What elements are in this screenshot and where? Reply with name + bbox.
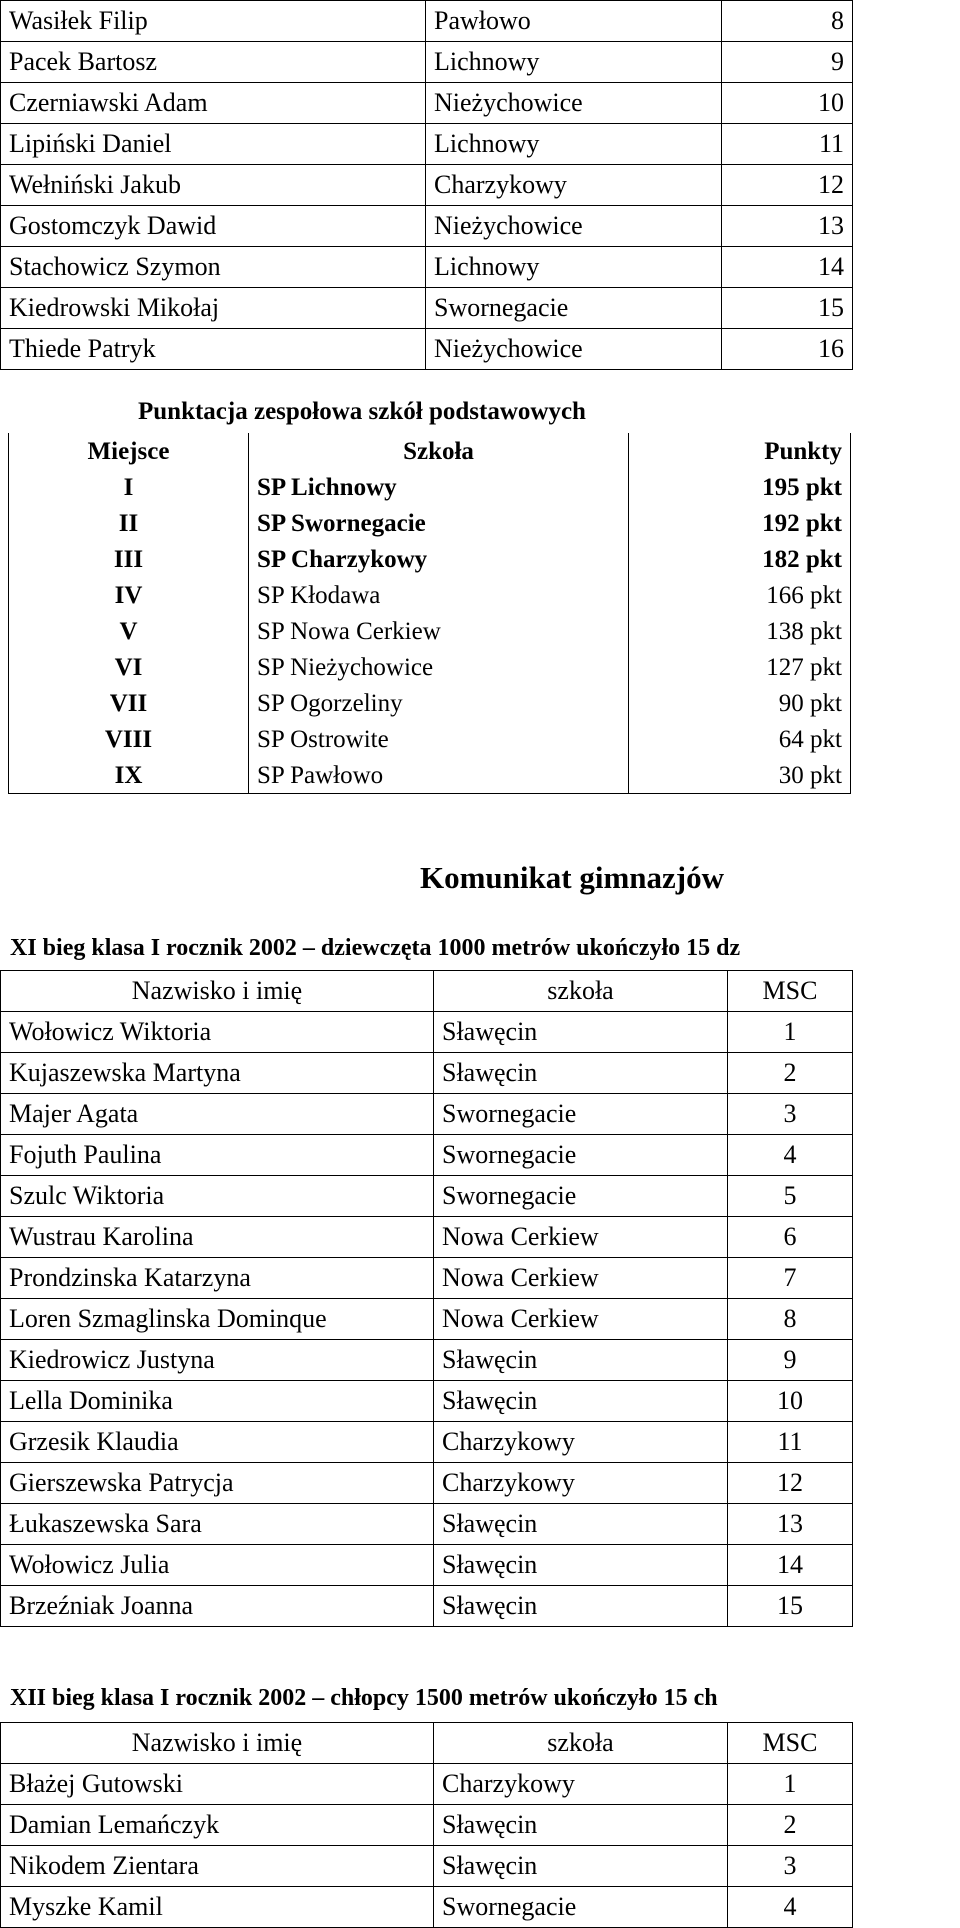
team-place: VIII	[9, 721, 249, 757]
table-row	[1, 83, 853, 124]
runner-name: Kiedrowicz Justyna	[1, 1340, 434, 1381]
table-header-row	[1, 1723, 853, 1764]
table-row	[1, 1012, 853, 1053]
table-row	[1, 124, 853, 165]
runner-place: 2	[728, 1053, 853, 1094]
team-points: 182 pkt	[629, 541, 851, 577]
runner-school: Lichnowy	[426, 124, 722, 165]
table-row	[1, 1846, 853, 1887]
runner-name: Kujaszewska Martyna	[1, 1053, 434, 1094]
team-points: 30 pkt	[629, 757, 851, 794]
table-row	[1, 1176, 853, 1217]
table-row	[1, 288, 853, 329]
runner-place: 11	[722, 124, 853, 165]
team-place: VII	[9, 685, 249, 721]
runner-school: Pawłowo	[426, 1, 722, 42]
team-school: SP Lichnowy	[249, 469, 629, 505]
runner-place: 10	[728, 1381, 853, 1422]
runner-place: 8	[722, 1, 853, 42]
runner-place: 16	[722, 329, 853, 370]
team-points: 166 pkt	[629, 577, 851, 613]
team-place: VI	[9, 649, 249, 685]
table-row	[9, 685, 851, 721]
runner-place: 4	[728, 1887, 853, 1928]
runner-name: Fojuth Paulina	[1, 1135, 434, 1176]
runner-place: 1	[728, 1764, 853, 1805]
header-place: Miejsce	[9, 433, 249, 469]
header-school: szkoła	[434, 971, 728, 1012]
runner-name: Łukaszewska Sara	[1, 1504, 434, 1545]
runner-school: Sławęcin	[434, 1053, 728, 1094]
run-xi-title: XI bieg klasa I rocznik 2002 – dziewczęta 1000 metrów ukończyło 15 dz	[10, 935, 741, 961]
team-school: SP Pawłowo	[249, 757, 629, 794]
runner-place: 5	[728, 1176, 853, 1217]
runner-name: Lipiński Daniel	[1, 124, 426, 165]
team-points: 90 pkt	[629, 685, 851, 721]
table-row	[1, 1463, 853, 1504]
runner-school: Charzykowy	[434, 1422, 728, 1463]
runner-place: 8	[728, 1299, 853, 1340]
runner-school: Nieżychowice	[426, 206, 722, 247]
gimnazja-title: Komunikat gimnazjów	[420, 860, 724, 895]
table-row	[9, 541, 851, 577]
team-school: SP Nieżychowice	[249, 649, 629, 685]
runner-place: 13	[722, 206, 853, 247]
runner-school: Sławęcin	[434, 1504, 728, 1545]
team-points: 127 pkt	[629, 649, 851, 685]
team-place: II	[9, 505, 249, 541]
runner-name: Czerniawski Adam	[1, 83, 426, 124]
table-row	[1, 329, 853, 370]
team-school: SP Kłodawa	[249, 577, 629, 613]
runner-name: Myszke Kamil	[1, 1887, 434, 1928]
header-points: Punkty	[629, 433, 851, 469]
runner-school: Swornegacie	[426, 288, 722, 329]
runner-school: Sławęcin	[434, 1846, 728, 1887]
team-place: III	[9, 541, 249, 577]
team-scoring-title: Punktacja zespołowa szkół podstawowych	[138, 398, 586, 425]
runner-school: Sławęcin	[434, 1545, 728, 1586]
table-row	[1, 1, 853, 42]
team-school: SP Swornegacie	[249, 505, 629, 541]
runner-school: Charzykowy	[434, 1463, 728, 1504]
runner-place: 11	[728, 1422, 853, 1463]
runner-school: Charzykowy	[434, 1764, 728, 1805]
table-row	[1, 1381, 853, 1422]
runner-name: Stachowicz Szymon	[1, 247, 426, 288]
table-row	[1, 1053, 853, 1094]
header-place: MSC	[728, 971, 853, 1012]
team-place: IX	[9, 757, 249, 794]
table-row	[9, 613, 851, 649]
table-row	[1, 1422, 853, 1463]
team-place: I	[9, 469, 249, 505]
runner-school: Nowa Cerkiew	[434, 1217, 728, 1258]
runner-place: 15	[728, 1586, 853, 1627]
runner-name: Wełniński Jakub	[1, 165, 426, 206]
runner-name: Damian Lemańczyk	[1, 1805, 434, 1846]
header-school: szkoła	[434, 1723, 728, 1764]
table-header-row	[9, 433, 851, 469]
table-row	[1, 42, 853, 83]
header-school: Szkoła	[249, 433, 629, 469]
runner-name: Wustrau Karolina	[1, 1217, 434, 1258]
runner-place: 13	[728, 1504, 853, 1545]
runner-school: Sławęcin	[434, 1805, 728, 1846]
runner-name: Thiede Patryk	[1, 329, 426, 370]
runner-place: 6	[728, 1217, 853, 1258]
runner-place: 12	[722, 165, 853, 206]
runner-place: 14	[722, 247, 853, 288]
runner-name: Gostomczyk Dawid	[1, 206, 426, 247]
runner-name: Wasiłek Filip	[1, 1, 426, 42]
team-school: SP Ostrowite	[249, 721, 629, 757]
table-row	[1, 1094, 853, 1135]
runner-school: Swornegacie	[434, 1094, 728, 1135]
runner-school: Swornegacie	[434, 1887, 728, 1928]
table-row	[9, 505, 851, 541]
team-school: SP Charzykowy	[249, 541, 629, 577]
runner-school: Lichnowy	[426, 247, 722, 288]
header-place: MSC	[728, 1723, 853, 1764]
team-points: 192 pkt	[629, 505, 851, 541]
header-name: Nazwisko i imię	[1, 971, 434, 1012]
table-row	[1, 206, 853, 247]
team-points: 195 pkt	[629, 469, 851, 505]
runner-school: Lichnowy	[426, 42, 722, 83]
run-xi-table	[0, 970, 853, 1627]
table-row	[1, 1135, 853, 1176]
table-row	[1, 1299, 853, 1340]
runner-school: Sławęcin	[434, 1012, 728, 1053]
runner-school: Charzykowy	[426, 165, 722, 206]
runner-name: Prondzinska Katarzyna	[1, 1258, 434, 1299]
run-xii-title: XII bieg klasa I rocznik 2002 – chłopcy 1500 metrów ukończyło 15 ch	[10, 1685, 718, 1711]
results-table-continued	[0, 0, 853, 370]
runner-place: 15	[722, 288, 853, 329]
runner-school: Sławęcin	[434, 1381, 728, 1422]
runner-name: Lella Dominika	[1, 1381, 434, 1422]
team-place: V	[9, 613, 249, 649]
table-row	[1, 1504, 853, 1545]
runner-place: 9	[728, 1340, 853, 1381]
runner-school: Nowa Cerkiew	[434, 1299, 728, 1340]
runner-school: Swornegacie	[434, 1135, 728, 1176]
run-xii-table	[0, 1722, 853, 1928]
table-row	[1, 1586, 853, 1627]
runner-name: Szulc Wiktoria	[1, 1176, 434, 1217]
table-row	[1, 1545, 853, 1586]
table-row	[1, 165, 853, 206]
team-scoring-table	[8, 433, 851, 794]
runner-place: 14	[728, 1545, 853, 1586]
runner-name: Grzesik Klaudia	[1, 1422, 434, 1463]
runner-place: 12	[728, 1463, 853, 1504]
runner-place: 3	[728, 1094, 853, 1135]
runner-name: Gierszewska Patrycja	[1, 1463, 434, 1504]
table-row	[1, 1340, 853, 1381]
table-row	[1, 1258, 853, 1299]
table-row	[1, 1217, 853, 1258]
runner-school: Sławęcin	[434, 1340, 728, 1381]
table-header-row	[1, 971, 853, 1012]
table-row	[9, 469, 851, 505]
runner-place: 10	[722, 83, 853, 124]
runner-school: Sławęcin	[434, 1586, 728, 1627]
table-row	[1, 1764, 853, 1805]
runner-name: Błażej Gutowski	[1, 1764, 434, 1805]
runner-name: Loren Szmaglinska Dominque	[1, 1299, 434, 1340]
runner-name: Nikodem Zientara	[1, 1846, 434, 1887]
runner-name: Kiedrowski Mikołaj	[1, 288, 426, 329]
runner-place: 3	[728, 1846, 853, 1887]
runner-place: 7	[728, 1258, 853, 1299]
runner-name: Majer Agata	[1, 1094, 434, 1135]
header-name: Nazwisko i imię	[1, 1723, 434, 1764]
runner-place: 9	[722, 42, 853, 83]
runner-name: Pacek Bartosz	[1, 42, 426, 83]
runner-school: Swornegacie	[434, 1176, 728, 1217]
table-row	[1, 247, 853, 288]
team-school: SP Nowa Cerkiew	[249, 613, 629, 649]
team-school: SP Ogorzeliny	[249, 685, 629, 721]
team-place: IV	[9, 577, 249, 613]
runner-name: Wołowicz Wiktoria	[1, 1012, 434, 1053]
table-row	[1, 1805, 853, 1846]
runner-name: Wołowicz Julia	[1, 1545, 434, 1586]
runner-place: 2	[728, 1805, 853, 1846]
runner-school: Nieżychowice	[426, 83, 722, 124]
table-row	[9, 757, 851, 794]
table-row	[9, 721, 851, 757]
runner-place: 1	[728, 1012, 853, 1053]
table-row	[9, 649, 851, 685]
table-row	[1, 1887, 853, 1928]
table-row	[9, 577, 851, 613]
runner-school: Nowa Cerkiew	[434, 1258, 728, 1299]
team-points: 64 pkt	[629, 721, 851, 757]
runner-place: 4	[728, 1135, 853, 1176]
runner-school: Nieżychowice	[426, 329, 722, 370]
runner-name: Brzeźniak Joanna	[1, 1586, 434, 1627]
team-points: 138 pkt	[629, 613, 851, 649]
